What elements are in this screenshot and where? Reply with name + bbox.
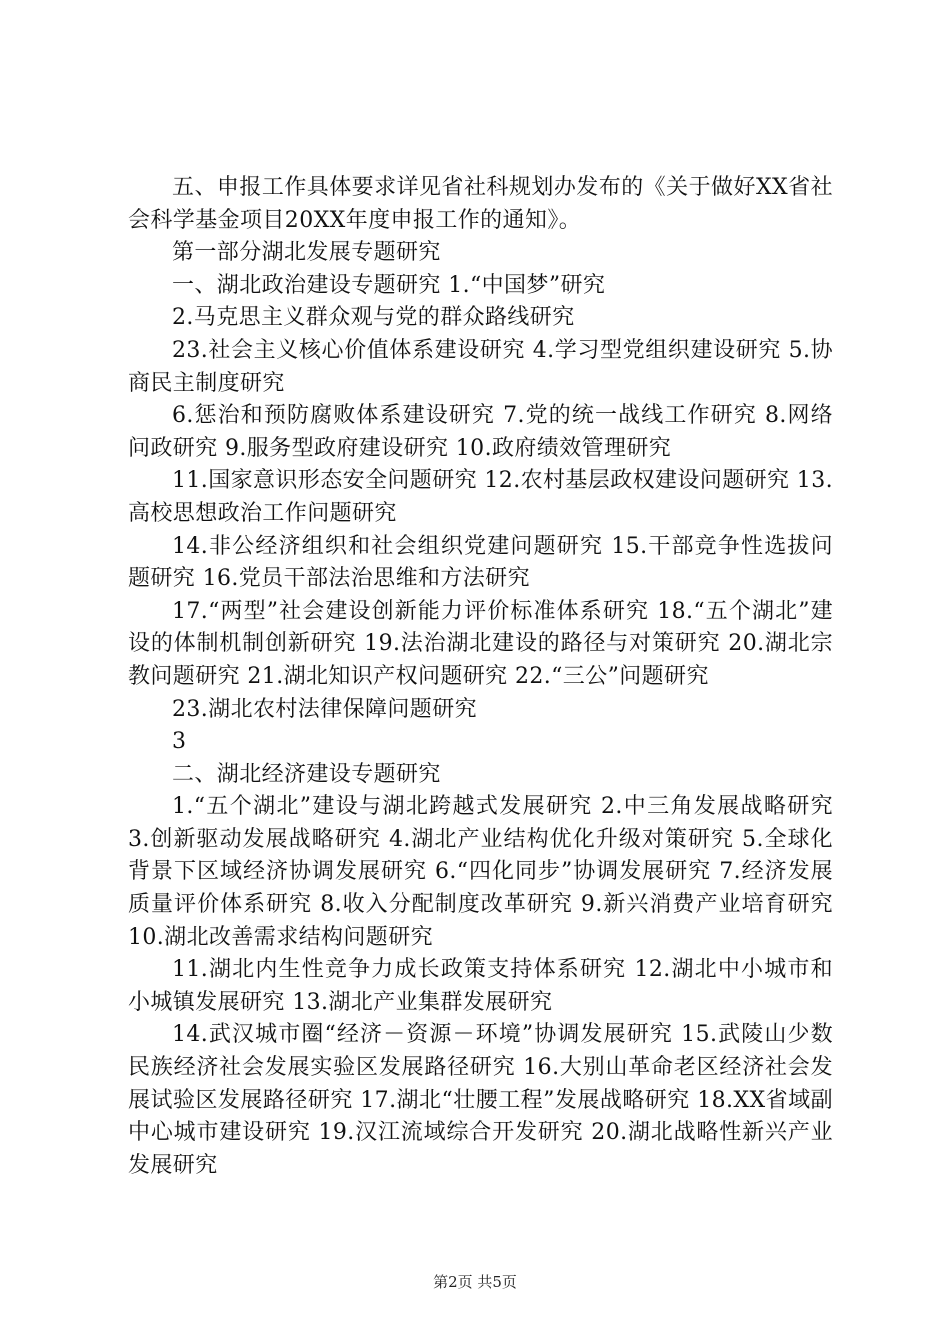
paragraph: 1.“五个湖北”建设与湖北跨越式发展研究 2.中三角发展战略研究 3.创新驱动发展战略研究 4.湖北产业结构优化升级对策研究 5.全球化背景下区域经济协调发展研究 6.“四化同步”协调发展研究 7.经济发展质量评价体系研究 8.收入分配制度改革研究 9.新兴消费产业培育研究 10.湖北改善需求结构问题研究 [128, 794, 833, 950]
document-body [128, 172, 833, 1182]
page-number-footer: 第2页 共5页 [433, 1273, 517, 1291]
paragraph: 2.马克思主义群众观与党的群众路线研究 [172, 305, 575, 331]
paragraph: 17.“两型”社会建设创新能力评价标准体系研究 18.“五个湖北”建设的体制机制创新研究 19.法治湖北建设的路径与对策研究 20.湖北宗教问题研究 21.湖北知识产权问题研究 22.“三公”问题研究 [128, 598, 833, 689]
paragraph: 一、湖北政治建设专题研究 1.“中国梦”研究 [172, 272, 606, 298]
paragraph: 二、湖北经济建设专题研究 [172, 761, 441, 787]
paragraph: 23.湖北农村法律保障问题研究 [172, 696, 477, 722]
paragraph: 3 [172, 729, 187, 755]
paragraph: 14.武汉城市圈“经济－资源－环境”协调发展研究 15.武陵山少数民族经济社会发展实验区发展路径研究 16.大别山革命老区经济社会发展试验区发展路径研究 17.湖北“壮腰工程”发展战略研究 18.XX省域副中心城市建设研究 19.汉江流域综合开发研究 20.湖北战略性新兴产业发展研究 [128, 1022, 833, 1178]
paragraph: 第一部分湖北发展专题研究 [172, 240, 441, 266]
paragraph: 6.惩治和预防腐败体系建设研究 7.党的统一战线工作研究 8.网络问政研究 9.服务型政府建设研究 10.政府绩效管理研究 [128, 403, 833, 461]
paragraph: 14.非公经济组织和社会组织党建问题研究 15.干部竞争性选拔问题研究 16.党员干部法治思维和方法研究 [128, 533, 833, 592]
paragraph: 11.国家意识形态安全问题研究 12.农村基层政权建设问题研究 13.高校思想政治工作问题研究 [128, 468, 833, 526]
paragraph: 五、申报工作具体要求详见省社科规划办发布的《关于做好XX省社会科学基金项目20XX年度申报工作的通知》。 [128, 175, 833, 233]
paragraph: 23.社会主义核心价值体系建设研究 4.学习型党组织建设研究 5.协商民主制度研究 [128, 337, 833, 396]
paragraph: 11.湖北内生性竞争力成长政策支持体系研究 12.湖北中小城市和小城镇发展研究 13.湖北产业集群发展研究 [128, 957, 833, 1015]
